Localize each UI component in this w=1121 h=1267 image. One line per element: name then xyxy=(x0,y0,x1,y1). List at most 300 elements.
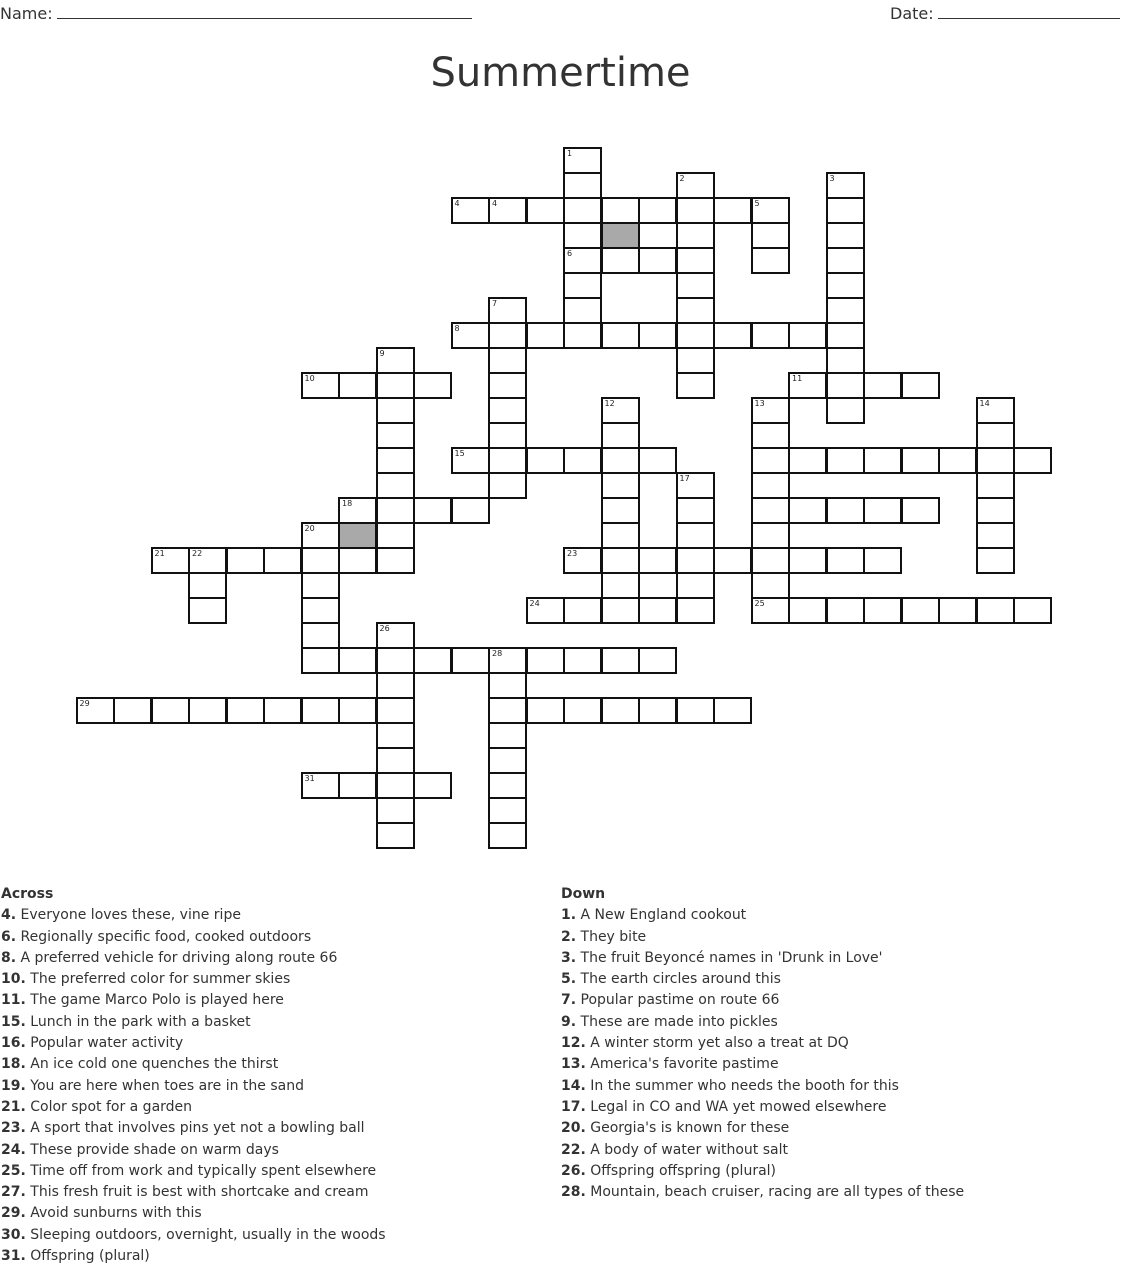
grid-cell[interactable] xyxy=(488,347,527,374)
grid-cell[interactable] xyxy=(751,572,790,599)
grid-cell[interactable] xyxy=(301,547,340,574)
across-clue xyxy=(1,969,541,990)
grid-cell[interactable] xyxy=(638,247,677,274)
grid-cell[interactable] xyxy=(263,547,302,574)
clue-number: 10. xyxy=(1,971,26,988)
grid-cell[interactable] xyxy=(976,422,1015,449)
grid-cell[interactable] xyxy=(751,447,790,474)
grid-cell[interactable] xyxy=(601,247,640,274)
grid-cell[interactable] xyxy=(976,497,1015,524)
grid-cell[interactable] xyxy=(601,697,640,724)
clue-text: Offspring (plural) xyxy=(25,1248,150,1265)
grid-cell[interactable] xyxy=(113,697,152,724)
grid-cell[interactable] xyxy=(301,772,340,799)
grid-cell[interactable] xyxy=(788,497,827,524)
across-clue xyxy=(1,1246,541,1267)
grid-cell[interactable] xyxy=(526,697,565,724)
grid-cell[interactable] xyxy=(226,547,265,574)
grid-cell[interactable] xyxy=(376,697,415,724)
grid-cell[interactable] xyxy=(563,272,602,299)
clue-text: An ice cold one quenches the thirst xyxy=(25,1056,279,1073)
clue-number: 22. xyxy=(561,1141,586,1158)
grid-cell[interactable] xyxy=(526,197,565,224)
across-heading: Across xyxy=(1,886,54,902)
grid-cell[interactable] xyxy=(826,247,865,274)
grid-cell[interactable] xyxy=(676,372,715,399)
grid-cell[interactable] xyxy=(526,597,565,624)
grid-cell[interactable] xyxy=(601,597,640,624)
cell-number: 21 xyxy=(154,549,165,558)
cell-number: 28 xyxy=(492,649,503,658)
down-clue xyxy=(561,990,1101,1011)
clue-number: 31. xyxy=(1,1248,26,1265)
grid-cell[interactable] xyxy=(863,597,902,624)
grid-cell[interactable] xyxy=(751,547,790,574)
grid-cell[interactable] xyxy=(488,372,527,399)
grid-cell[interactable] xyxy=(676,172,715,199)
grid-cell[interactable] xyxy=(638,447,677,474)
grid-cell[interactable] xyxy=(676,522,715,549)
grid-cell[interactable] xyxy=(713,697,752,724)
across-clue xyxy=(1,1033,541,1054)
grid-cell[interactable] xyxy=(1013,447,1052,474)
grid-cell[interactable] xyxy=(751,497,790,524)
cell-number: 26 xyxy=(379,624,390,633)
grid-cell[interactable] xyxy=(601,397,640,424)
clue-number: 9. xyxy=(561,1013,577,1030)
grid-cell[interactable] xyxy=(751,222,790,249)
grid-cell[interactable] xyxy=(376,647,415,674)
grid-cell[interactable] xyxy=(826,272,865,299)
cell-number: 7 xyxy=(492,299,498,308)
grid-cell[interactable] xyxy=(751,247,790,274)
across-clue xyxy=(1,927,541,948)
clue-text: Georgia's is known for these xyxy=(585,1120,790,1137)
down-clue xyxy=(561,1161,1101,1182)
clue-text: A New England cookout xyxy=(576,907,747,924)
across-clue xyxy=(1,1076,541,1097)
grid-cell[interactable] xyxy=(676,222,715,249)
grid-cell[interactable] xyxy=(601,647,640,674)
grid-cell[interactable] xyxy=(826,197,865,224)
cell-number: 4 xyxy=(492,199,498,208)
across-clue xyxy=(1,1118,541,1139)
grid-cell[interactable] xyxy=(563,597,602,624)
clue-text: Offspring offspring (plural) xyxy=(585,1162,777,1179)
grid-cell[interactable] xyxy=(188,547,227,574)
grid-cell[interactable] xyxy=(376,747,415,774)
clue-number: 12. xyxy=(561,1035,586,1052)
grid-cell[interactable] xyxy=(751,522,790,549)
grid-cell[interactable] xyxy=(826,497,865,524)
cell-number: 22 xyxy=(192,549,203,558)
grid-cell[interactable] xyxy=(563,697,602,724)
across-clue xyxy=(1,990,541,1011)
across-clue-list xyxy=(1,905,541,1267)
down-clue xyxy=(561,1140,1101,1161)
cell-number: 14 xyxy=(979,399,990,408)
grid-cell[interactable] xyxy=(976,472,1015,499)
grid-cell[interactable] xyxy=(76,697,115,724)
grid-cell[interactable] xyxy=(488,647,527,674)
grid-cell[interactable] xyxy=(751,322,790,349)
grid-cell[interactable] xyxy=(826,172,865,199)
grid-cell[interactable] xyxy=(301,697,340,724)
blocked-cell xyxy=(338,522,377,549)
clue-number: 28. xyxy=(561,1184,586,1201)
grid-cell[interactable] xyxy=(488,697,527,724)
grid-cell[interactable] xyxy=(601,322,640,349)
grid-cell[interactable] xyxy=(863,372,902,399)
grid-cell[interactable] xyxy=(488,672,527,699)
grid-cell[interactable] xyxy=(338,497,377,524)
grid-cell[interactable] xyxy=(376,547,415,574)
grid-cell[interactable] xyxy=(338,772,377,799)
grid-cell[interactable] xyxy=(676,347,715,374)
grid-cell[interactable] xyxy=(188,697,227,724)
grid-cell[interactable] xyxy=(301,522,340,549)
grid-cell[interactable] xyxy=(526,447,565,474)
grid-cell[interactable] xyxy=(226,697,265,724)
grid-cell[interactable] xyxy=(601,197,640,224)
clue-number: 1. xyxy=(561,907,577,924)
grid-cell[interactable] xyxy=(938,597,977,624)
grid-cell[interactable] xyxy=(338,697,377,724)
grid-cell[interactable] xyxy=(976,547,1015,574)
down-clues xyxy=(561,884,1101,1203)
grid-cell[interactable] xyxy=(826,297,865,324)
clue-text: A preferred vehicle for driving along route 66 xyxy=(16,949,338,966)
clue-text: The fruit Beyoncé names in 'Drunk in Love' xyxy=(576,949,883,966)
down-clue xyxy=(561,927,1101,948)
grid-cell[interactable] xyxy=(976,522,1015,549)
cell-number: 13 xyxy=(754,399,765,408)
grid-cell[interactable] xyxy=(188,572,227,599)
cell-number: 20 xyxy=(304,524,315,533)
clue-text: A winter storm yet also a treat at DQ xyxy=(585,1035,849,1052)
grid-cell[interactable] xyxy=(788,597,827,624)
clue-number: 14. xyxy=(561,1077,586,1094)
grid-cell[interactable] xyxy=(488,197,527,224)
grid-cell[interactable] xyxy=(638,597,677,624)
down-clue xyxy=(561,1012,1101,1033)
grid-cell[interactable] xyxy=(638,547,677,574)
down-clue xyxy=(561,1076,1101,1097)
grid-cell[interactable] xyxy=(713,322,752,349)
cell-number: 12 xyxy=(604,399,615,408)
grid-cell[interactable] xyxy=(713,197,752,224)
grid-cell[interactable] xyxy=(863,547,902,574)
down-clue xyxy=(561,1182,1101,1203)
grid-cell[interactable] xyxy=(301,572,340,599)
grid-cell[interactable] xyxy=(676,547,715,574)
grid-cell[interactable] xyxy=(751,197,790,224)
clue-number: 21. xyxy=(1,1098,26,1115)
down-clue xyxy=(561,1054,1101,1075)
grid-cell[interactable] xyxy=(638,647,677,674)
grid-cell[interactable] xyxy=(863,497,902,524)
clue-number: 29. xyxy=(1,1205,26,1222)
down-clue xyxy=(561,1033,1101,1054)
clue-number: 25. xyxy=(1,1162,26,1179)
grid-cell[interactable] xyxy=(376,422,415,449)
clue-text: Regionally specific food, cooked outdoors xyxy=(16,928,312,945)
grid-cell[interactable] xyxy=(676,272,715,299)
grid-cell[interactable] xyxy=(826,397,865,424)
down-clue xyxy=(561,969,1101,990)
grid-cell[interactable] xyxy=(826,222,865,249)
grid-cell[interactable] xyxy=(826,372,865,399)
cell-number: 25 xyxy=(754,599,765,608)
grid-cell[interactable] xyxy=(376,772,415,799)
grid-cell[interactable] xyxy=(563,172,602,199)
grid-cell[interactable] xyxy=(451,322,490,349)
grid-cell[interactable] xyxy=(901,372,940,399)
grid-cell[interactable] xyxy=(601,497,640,524)
grid-cell[interactable] xyxy=(376,472,415,499)
clue-number: 4. xyxy=(1,907,17,924)
cell-number: 10 xyxy=(304,374,315,383)
clue-number: 24. xyxy=(1,1141,26,1158)
cell-number: 3 xyxy=(829,174,835,183)
grid-cell[interactable] xyxy=(413,372,452,399)
cell-number: 23 xyxy=(567,549,578,558)
grid-cell[interactable] xyxy=(676,247,715,274)
grid-cell[interactable] xyxy=(826,547,865,574)
grid-cell[interactable] xyxy=(638,197,677,224)
grid-cell[interactable] xyxy=(601,522,640,549)
clue-text: In the summer who needs the booth for this xyxy=(585,1077,899,1094)
clue-number: 27. xyxy=(1,1184,26,1201)
across-clue xyxy=(1,948,541,969)
grid-cell[interactable] xyxy=(301,647,340,674)
grid-cell[interactable] xyxy=(451,647,490,674)
grid-cell[interactable] xyxy=(826,597,865,624)
across-clue xyxy=(1,1140,541,1161)
cell-number: 1 xyxy=(567,149,573,158)
grid-cell[interactable] xyxy=(751,597,790,624)
clue-number: 7. xyxy=(561,992,577,1009)
grid-cell[interactable] xyxy=(826,347,865,374)
clue-text: America's favorite pastime xyxy=(585,1056,779,1073)
grid-cell[interactable] xyxy=(188,597,227,624)
grid-cell[interactable] xyxy=(488,422,527,449)
name-label: Name: xyxy=(0,4,53,23)
clue-text: Avoid sunburns with this xyxy=(25,1205,202,1222)
grid-cell[interactable] xyxy=(451,447,490,474)
grid-cell[interactable] xyxy=(826,447,865,474)
clue-text: Legal in CO and WA yet mowed elsewhere xyxy=(585,1098,887,1115)
grid-cell[interactable] xyxy=(488,297,527,324)
across-clue xyxy=(1,1054,541,1075)
grid-cell[interactable] xyxy=(938,447,977,474)
date-label: Date: xyxy=(890,4,934,23)
grid-cell[interactable] xyxy=(413,647,452,674)
down-clue xyxy=(561,905,1101,926)
grid-cell[interactable] xyxy=(1013,597,1052,624)
clue-number: 3. xyxy=(561,949,577,966)
grid-cell[interactable] xyxy=(901,597,940,624)
grid-cell[interactable] xyxy=(526,322,565,349)
grid-cell[interactable] xyxy=(601,472,640,499)
cell-number: 2 xyxy=(679,174,685,183)
grid-cell[interactable] xyxy=(976,447,1015,474)
grid-cell[interactable] xyxy=(376,672,415,699)
grid-cell[interactable] xyxy=(413,497,452,524)
grid-cell[interactable] xyxy=(676,297,715,324)
grid-cell[interactable] xyxy=(751,472,790,499)
clue-text: This fresh fruit is best with shortcake and cream xyxy=(25,1184,369,1201)
down-heading: Down xyxy=(561,886,606,902)
grid-cell[interactable] xyxy=(563,197,602,224)
grid-cell[interactable] xyxy=(638,322,677,349)
grid-cell[interactable] xyxy=(788,372,827,399)
down-clue-list xyxy=(561,905,1101,1203)
clue-text: A sport that involves pins yet not a bowling ball xyxy=(25,1120,365,1137)
grid-cell[interactable] xyxy=(488,822,527,849)
grid-cell[interactable] xyxy=(563,647,602,674)
puzzle-title: Summertime xyxy=(430,50,691,96)
grid-cell[interactable] xyxy=(901,447,940,474)
grid-cell[interactable] xyxy=(563,322,602,349)
cell-number: 6 xyxy=(567,249,573,258)
grid-cell[interactable] xyxy=(376,722,415,749)
grid-cell[interactable] xyxy=(526,647,565,674)
clue-text: A body of water without salt xyxy=(585,1141,788,1158)
grid-cell[interactable] xyxy=(301,372,340,399)
grid-cell[interactable] xyxy=(676,472,715,499)
across-clue xyxy=(1,1161,541,1182)
grid-cell[interactable] xyxy=(488,397,527,424)
across-clue xyxy=(1,1182,541,1203)
grid-cell[interactable] xyxy=(601,447,640,474)
clue-number: 17. xyxy=(561,1098,586,1115)
grid-cell[interactable] xyxy=(676,322,715,349)
grid-cell[interactable] xyxy=(488,322,527,349)
cell-number: 15 xyxy=(454,449,465,458)
grid-cell[interactable] xyxy=(376,622,415,649)
clue-text: The preferred color for summer skies xyxy=(25,971,291,988)
across-clue xyxy=(1,905,541,926)
clue-text: These are made into pickles xyxy=(576,1013,778,1030)
grid-cell[interactable] xyxy=(788,447,827,474)
clue-text: Mountain, beach cruiser, racing are all types of these xyxy=(585,1184,965,1201)
grid-cell[interactable] xyxy=(563,297,602,324)
grid-cell[interactable] xyxy=(413,772,452,799)
grid-cell[interactable] xyxy=(376,522,415,549)
grid-cell[interactable] xyxy=(376,397,415,424)
grid-cell[interactable] xyxy=(301,622,340,649)
grid-cell[interactable] xyxy=(263,697,302,724)
clue-number: 8. xyxy=(1,949,17,966)
cell-number: 9 xyxy=(379,349,385,358)
grid-cell[interactable] xyxy=(376,797,415,824)
down-clue xyxy=(561,1118,1101,1139)
grid-cell[interactable] xyxy=(751,422,790,449)
grid-cell[interactable] xyxy=(563,222,602,249)
clue-text: You are here when toes are in the sand xyxy=(25,1077,304,1094)
grid-cell[interactable] xyxy=(601,547,640,574)
blocked-cell xyxy=(601,222,640,249)
grid-cell[interactable] xyxy=(788,322,827,349)
grid-cell[interactable] xyxy=(151,547,190,574)
grid-cell[interactable] xyxy=(788,547,827,574)
grid-cell[interactable] xyxy=(713,547,752,574)
clue-number: 18. xyxy=(1,1056,26,1073)
grid-cell[interactable] xyxy=(676,572,715,599)
clue-text: These provide shade on warm days xyxy=(25,1141,279,1158)
grid-cell[interactable] xyxy=(676,697,715,724)
clue-number: 15. xyxy=(1,1013,26,1030)
clue-text: Color spot for a garden xyxy=(25,1098,193,1115)
grid-cell[interactable] xyxy=(863,447,902,474)
clue-text: Time off from work and typically spent elsewhere xyxy=(25,1162,377,1179)
clue-text: Everyone loves these, vine ripe xyxy=(16,907,241,924)
grid-cell[interactable] xyxy=(976,597,1015,624)
grid-cell[interactable] xyxy=(451,497,490,524)
grid-cell[interactable] xyxy=(376,372,415,399)
clue-text: Popular pastime on route 66 xyxy=(576,992,780,1009)
grid-cell[interactable] xyxy=(676,497,715,524)
grid-cell[interactable] xyxy=(676,597,715,624)
grid-cell[interactable] xyxy=(376,822,415,849)
grid-cell[interactable] xyxy=(563,547,602,574)
clue-number: 5. xyxy=(561,971,577,988)
grid-cell[interactable] xyxy=(751,397,790,424)
clue-number: 13. xyxy=(561,1056,586,1073)
grid-cell[interactable] xyxy=(488,722,527,749)
cell-number: 18 xyxy=(342,499,353,508)
grid-cell[interactable] xyxy=(488,747,527,774)
cell-number: 8 xyxy=(454,324,460,333)
clue-number: 30. xyxy=(1,1226,26,1243)
grid-cell[interactable] xyxy=(376,347,415,374)
grid-cell[interactable] xyxy=(826,322,865,349)
grid-cell[interactable] xyxy=(976,397,1015,424)
grid-cell[interactable] xyxy=(488,472,527,499)
grid-cell[interactable] xyxy=(338,647,377,674)
clue-text: The earth circles around this xyxy=(576,971,781,988)
grid-cell[interactable] xyxy=(301,597,340,624)
grid-cell[interactable] xyxy=(488,797,527,824)
clue-text: Sleeping outdoors, overnight, usually in the woods xyxy=(25,1226,386,1243)
grid-cell[interactable] xyxy=(901,497,940,524)
grid-cell[interactable] xyxy=(563,147,602,174)
cell-number: 24 xyxy=(529,599,540,608)
grid-cell[interactable] xyxy=(563,447,602,474)
grid-cell[interactable] xyxy=(151,697,190,724)
grid-cell[interactable] xyxy=(338,547,377,574)
grid-cell[interactable] xyxy=(376,497,415,524)
grid-cell[interactable] xyxy=(451,197,490,224)
cell-number: 4 xyxy=(454,199,460,208)
grid-cell[interactable] xyxy=(601,422,640,449)
grid-cell[interactable] xyxy=(601,572,640,599)
down-clue xyxy=(561,1097,1101,1118)
grid-cell[interactable] xyxy=(376,447,415,474)
grid-cell[interactable] xyxy=(488,772,527,799)
grid-cell[interactable] xyxy=(338,372,377,399)
across-clues xyxy=(1,884,541,1267)
grid-cell[interactable] xyxy=(563,247,602,274)
grid-cell[interactable] xyxy=(638,697,677,724)
grid-cell[interactable] xyxy=(676,197,715,224)
cell-number: 5 xyxy=(754,199,760,208)
clue-number: 2. xyxy=(561,928,577,945)
grid-cell[interactable] xyxy=(488,447,527,474)
clue-number: 20. xyxy=(561,1120,586,1137)
cell-number: 17 xyxy=(679,474,690,483)
